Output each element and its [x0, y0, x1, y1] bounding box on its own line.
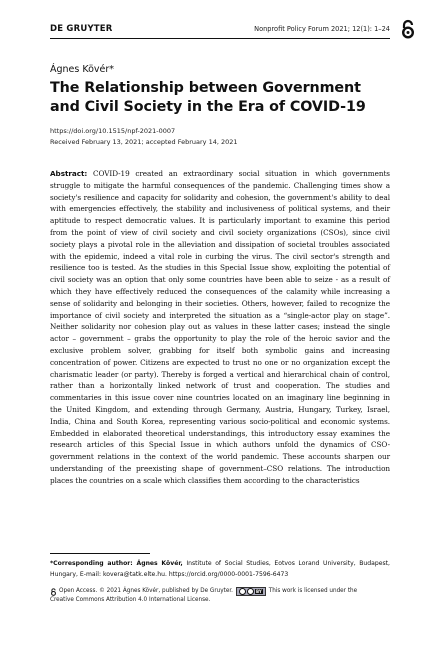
license-block	[50, 587, 390, 605]
header-rule	[50, 38, 390, 39]
publisher-name: DE GRUYTER	[50, 24, 113, 34]
abstract-paragraph	[50, 168, 390, 487]
footnote-text: Institute of Social Studies, Eotvos Lorand University, Budapest, Hungary, E-mail: kovera@tatk.elte.hu. https://orcid.org/0000-0001-7596-6473	[50, 560, 390, 578]
journal-citation: Nonprofit Policy Forum 2021; 12(1): 1–24	[254, 25, 390, 33]
article-dates: Received February 13, 2021; accepted February 14, 2021	[50, 138, 238, 146]
open-access-icon	[400, 19, 416, 39]
article-doi[interactable]: https://doi.org/10.1515/npf-2021-0007	[50, 127, 176, 135]
copyright-text: Open Access. © 2021 Ágnes Kövér, published by De Gruyter.	[59, 588, 233, 594]
footnote-label: *Corresponding author: Ágnes Kövér,	[50, 560, 183, 567]
cc-icon	[239, 588, 246, 595]
article-author: Ágnes Kövér*	[50, 64, 115, 75]
open-access-small-icon	[50, 588, 57, 596]
corresponding-author-footnote	[50, 558, 390, 580]
license-text-line-2[interactable]: Creative Commons Attribution 4.0 International License.	[50, 597, 211, 603]
footnote-rule	[50, 553, 150, 554]
page-header	[50, 23, 390, 35]
abstract-text: COVID-19 created an extraordinary social situation in which governments struggle to mitigate the harmful consequences of the pandemic. Challenging times show a society's resilience and capacity for solidarity and cohesion, the government's ability to deal with emergencies effectively, the stability and inclusiveness of political systems, and their aptitude to respect democratic values. It is particularly important to examine this period from the point of view of civil society and civil society organizations (CSOs), since civil society plays a pivotal role in the alleviation and dissipation of societal troubles associated with the epidemic, indeed a vital role in curbing the virus. The civil sector's strength and resilience too is tested. As the studies in this Special Issue show, exploiting the potential of civil society was an option that only some countries have been able to seize - as a result of which they have effectively reduced the consequences of the calamity while increasing a sense of solidarity and belonging in their societies. Others, however, failed to recognize the importance of civil society and interpreted the situation as a “single-actor play on stage”. Neither solidarity nor cohesion play out as values in these latter cases; instead the single actor – government – grabs the opportunity to play the role of the heroic savior and the exclusive problem solver, grabbing for itself both symbolic gains and increasing concentration of power. Citizens are expected to trust no one or no organization except the charismatic leader (or party). Thereby is forged a vertical and hierarchical chain of control, rather than a horizontally linked network of trust and cooperation. The studies and commentaries in this issue cover nine countries located on an imaginary line beginning in the United Kingdom, and extending through Germany, Austria, Hungary, Turkey, Israel, India, China and South Korea, representing various socio-political and economic systems. Embedded in elaborated theoretical understandings, this introductory essay examines the research articles of this Special Issue in which authors unfold the dynamics of CSO-government relations in the context of the world pandemic. These accounts sharpen our understanding of the preexisting shape of government–CSO relations. The introduction places the countries on a scale which classifies them according to the characteristics	[50, 169, 390, 485]
license-text-line-1: This work is licensed under the	[268, 588, 358, 594]
abstract-label: Abstract:	[50, 169, 88, 178]
article-title: The Relationship between Government and Civil Society in the Era of COVID-19	[50, 80, 366, 115]
cc-by-label: BY	[256, 589, 262, 594]
cc-license-badge[interactable]	[236, 587, 266, 596]
attribution-icon	[247, 588, 254, 595]
